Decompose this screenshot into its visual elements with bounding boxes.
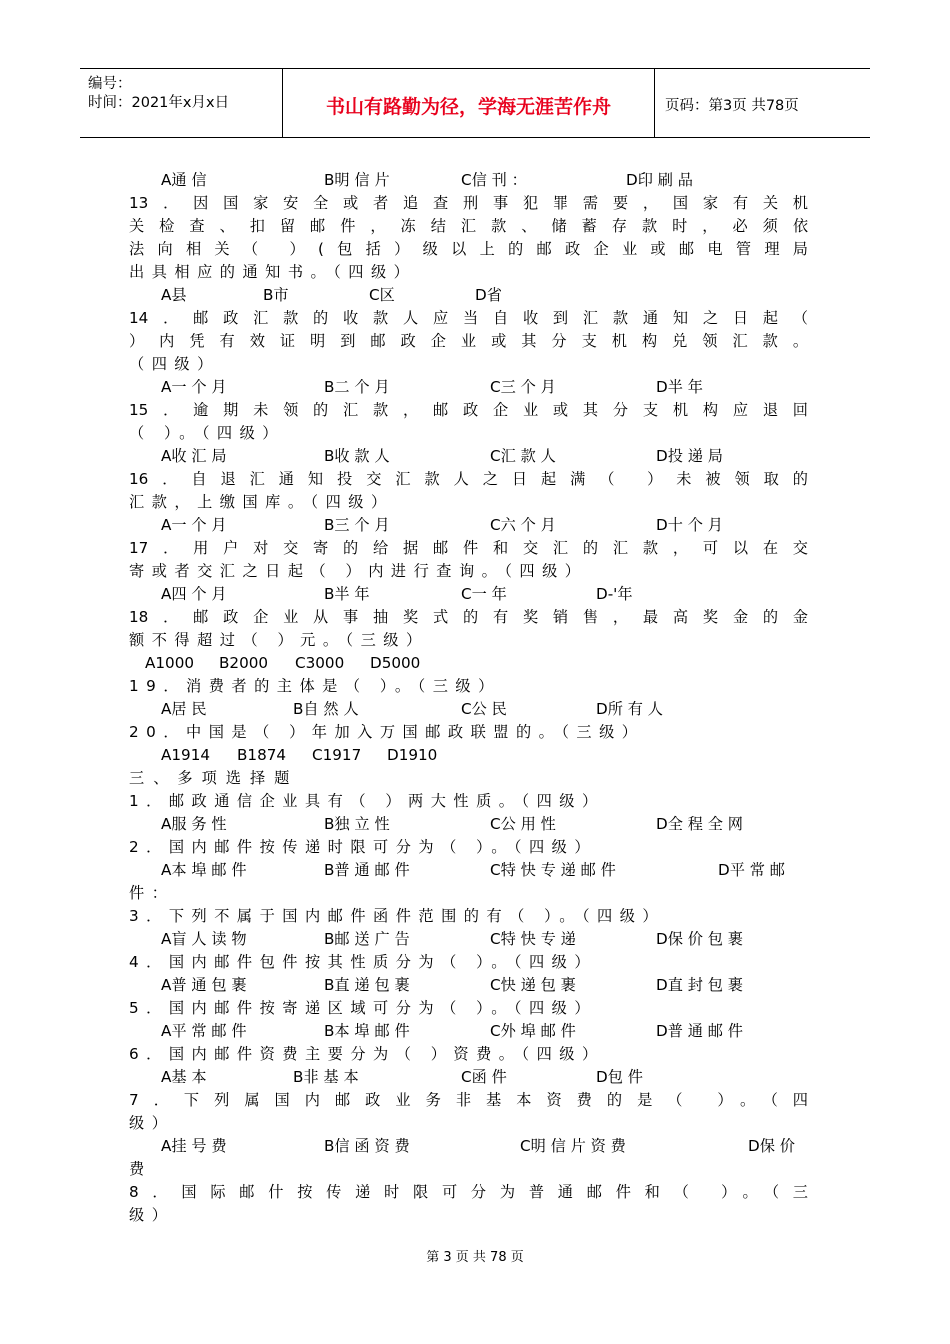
question-text: 8．国际邮什按传递时限可分为普通邮件和（ ）。（三 — [129, 1183, 808, 1201]
option-a: A平 常 邮 件 — [161, 1022, 247, 1040]
question-text: 法向相关（ ）(包括）级以上的邮政企业或邮电管理局 — [129, 240, 808, 258]
question-text: 费 — [129, 1160, 145, 1178]
page-footer: 第 3 页 共 78 页 — [426, 1250, 524, 1265]
question-text: 19．消费者的主体是（ ）。（三级） — [129, 677, 501, 695]
option-c: C一 年 — [461, 585, 507, 603]
question-text: 6．国内邮件资费主要分为（ ）资费。（四级） — [129, 1045, 605, 1063]
options-row — [0, 445, 950, 467]
question-text: 13．因国家安全或者追查刑事犯罪需要，国家有关机 — [129, 194, 808, 212]
option-d: D省 — [475, 286, 502, 304]
options-row — [0, 169, 950, 191]
option-c: C明 信 片 资 费 — [520, 1137, 626, 1155]
option-d: D平 常 邮 — [718, 861, 785, 879]
question-text: 7．下列属国内邮政业务非基本资费的是（ ）。（四 — [129, 1091, 808, 1109]
options-row — [0, 284, 950, 306]
option-c: C公 用 性 — [490, 815, 556, 833]
option-b: B本 埠 邮 件 — [324, 1022, 410, 1040]
question-text: 3．下列不属于国内邮件函件范围的有（ ）。（四级） — [129, 907, 666, 925]
options-row — [0, 859, 950, 881]
option-a: A本 埠 邮 件 — [161, 861, 247, 879]
option-c: C3000 — [295, 654, 345, 672]
option-b: B非 基 本 — [293, 1068, 359, 1086]
option-c: C三 个 月 — [490, 378, 556, 396]
option-c: C汇 款 人 — [490, 447, 556, 465]
question-text: （ ）。（四级） — [129, 424, 285, 442]
option-c: C外 埠 邮 件 — [490, 1022, 576, 1040]
question-text: 关检查、扣留邮件，冻结汇款、储蓄存款时，必须依 — [129, 217, 808, 235]
option-d: D-'年 — [596, 585, 633, 603]
option-a: A四 个 月 — [161, 585, 227, 603]
options-row — [0, 514, 950, 536]
question-text: 级） — [129, 1114, 175, 1132]
option-b: B1874 — [237, 746, 287, 764]
options-row — [0, 583, 950, 605]
option-c: C1917 — [312, 746, 362, 764]
option-d: D印 刷 品 — [626, 171, 693, 189]
option-b: B独 立 性 — [324, 815, 390, 833]
option-a: A居 民 — [161, 700, 207, 718]
date-label: 时间： — [88, 95, 132, 111]
option-d: D投 递 局 — [656, 447, 723, 465]
question-text: 16．自退汇通知投交汇款人之日起满（ ）未被领取的 — [129, 470, 808, 488]
option-b: B邮 送 广 告 — [324, 930, 410, 948]
option-a: A1914 — [161, 746, 211, 764]
option-d: D保 价 包 裹 — [656, 930, 743, 948]
option-d: D1910 — [387, 746, 438, 764]
options-row — [0, 1066, 950, 1088]
question-text: 寄或者交汇之日起（ ）内进行查询。（四级） — [129, 562, 588, 580]
question-text: 件： — [129, 884, 175, 902]
question-text: 出具相应的通知书。（四级） — [129, 263, 417, 281]
option-d: D十 个 月 — [656, 516, 723, 534]
question-text: 17．用户对交寄的给据邮件和交汇的汇款，可以在交 — [129, 539, 808, 557]
options-row — [0, 652, 950, 674]
option-d: D5000 — [370, 654, 421, 672]
option-a: A通 信 — [161, 171, 207, 189]
option-c: C特 快 专 递 邮 件 — [490, 861, 616, 879]
options-row — [0, 813, 950, 835]
option-a: A基 本 — [161, 1068, 207, 1086]
option-d: D全 程 全 网 — [656, 815, 743, 833]
question-text: ）内凭有效证明到邮政企业或其分支机构兑领汇款。 — [129, 332, 808, 350]
option-d: D所 有 人 — [596, 700, 663, 718]
option-c: C区 — [369, 286, 395, 304]
header-motto: 书山有路勤为径，学海无涯苦作舟 — [283, 69, 655, 137]
question-text: 20．中国是（ ）年加入万国邮政联盟的。（三级） — [129, 723, 645, 741]
question-text: （四级） — [129, 355, 220, 373]
date-value: 2021年x月x日 — [131, 95, 230, 111]
question-text: 18．邮政企业从事抽奖式的有奖销售，最高奖金的金 — [129, 608, 808, 626]
question-text: 额不得超过（ ）元。（三级） — [129, 631, 429, 649]
option-c: C信 刊 ： — [461, 171, 527, 189]
option-d: D包 件 — [596, 1068, 643, 1086]
option-b: B三 个 月 — [324, 516, 390, 534]
number-label: 编号： — [88, 76, 132, 92]
question-text: 汇款，上缴国库。（四级） — [129, 493, 394, 511]
options-row — [0, 1135, 950, 1157]
question-text: 14．邮政汇款的收款人应当自收到汇款通知之日起（ — [129, 309, 808, 327]
option-b: B市 — [263, 286, 289, 304]
question-text: 5．国内邮件按寄递区域可分为（ ）。（四级） — [129, 999, 598, 1017]
options-row — [0, 698, 950, 720]
options-row — [0, 928, 950, 950]
option-b: B自 然 人 — [293, 700, 359, 718]
option-a: A1000 — [145, 654, 195, 672]
option-c: C快 递 包 裹 — [490, 976, 576, 994]
option-c: C公 民 — [461, 700, 507, 718]
options-row — [0, 744, 950, 766]
option-b: B收 款 人 — [324, 447, 390, 465]
header-page-number: 页码：第3页 共78页 — [665, 97, 799, 114]
option-a: A盲 人 读 物 — [161, 930, 247, 948]
option-b: B普 通 邮 件 — [324, 861, 410, 879]
options-row — [0, 974, 950, 996]
option-d: D普 通 邮 件 — [656, 1022, 743, 1040]
section-heading: 三、多项选择题 — [129, 769, 299, 787]
option-b: B2000 — [219, 654, 269, 672]
option-a: A普 通 包 裹 — [161, 976, 247, 994]
option-a: A服 务 性 — [161, 815, 227, 833]
option-d: D直 封 包 裹 — [656, 976, 743, 994]
question-text: 4．国内邮件包件按其性质分为（ ）。（四级） — [129, 953, 598, 971]
option-b: B二 个 月 — [324, 378, 390, 396]
page-header — [80, 68, 870, 138]
option-b: B明 信 片 — [324, 171, 390, 189]
option-b: B直 递 包 裹 — [324, 976, 410, 994]
option-c: C特 快 专 递 — [490, 930, 576, 948]
options-row — [0, 376, 950, 398]
question-text: 15．逾期未领的汇款，邮政企业或其分支机构应退回 — [129, 401, 808, 419]
options-row — [0, 1020, 950, 1042]
header-meta — [80, 69, 283, 137]
question-text: 2．国内邮件按传递时限可分为（ ）。（四级） — [129, 838, 598, 856]
option-a: A挂 号 费 — [161, 1137, 227, 1155]
option-b: B信 函 资 费 — [324, 1137, 410, 1155]
option-d: D保 价 — [748, 1137, 795, 1155]
option-a: A收 汇 局 — [161, 447, 227, 465]
option-b: B半 年 — [324, 585, 370, 603]
option-c: C函 件 — [461, 1068, 507, 1086]
option-a: A一 个 月 — [161, 378, 227, 396]
question-text: 1．邮政通信企业具有（ ）两大性质。（四级） — [129, 792, 605, 810]
option-c: C六 个 月 — [490, 516, 556, 534]
question-text: 级） — [129, 1206, 175, 1224]
option-a: A县 — [161, 286, 187, 304]
option-a: A一 个 月 — [161, 516, 227, 534]
option-d: D半 年 — [656, 378, 703, 396]
